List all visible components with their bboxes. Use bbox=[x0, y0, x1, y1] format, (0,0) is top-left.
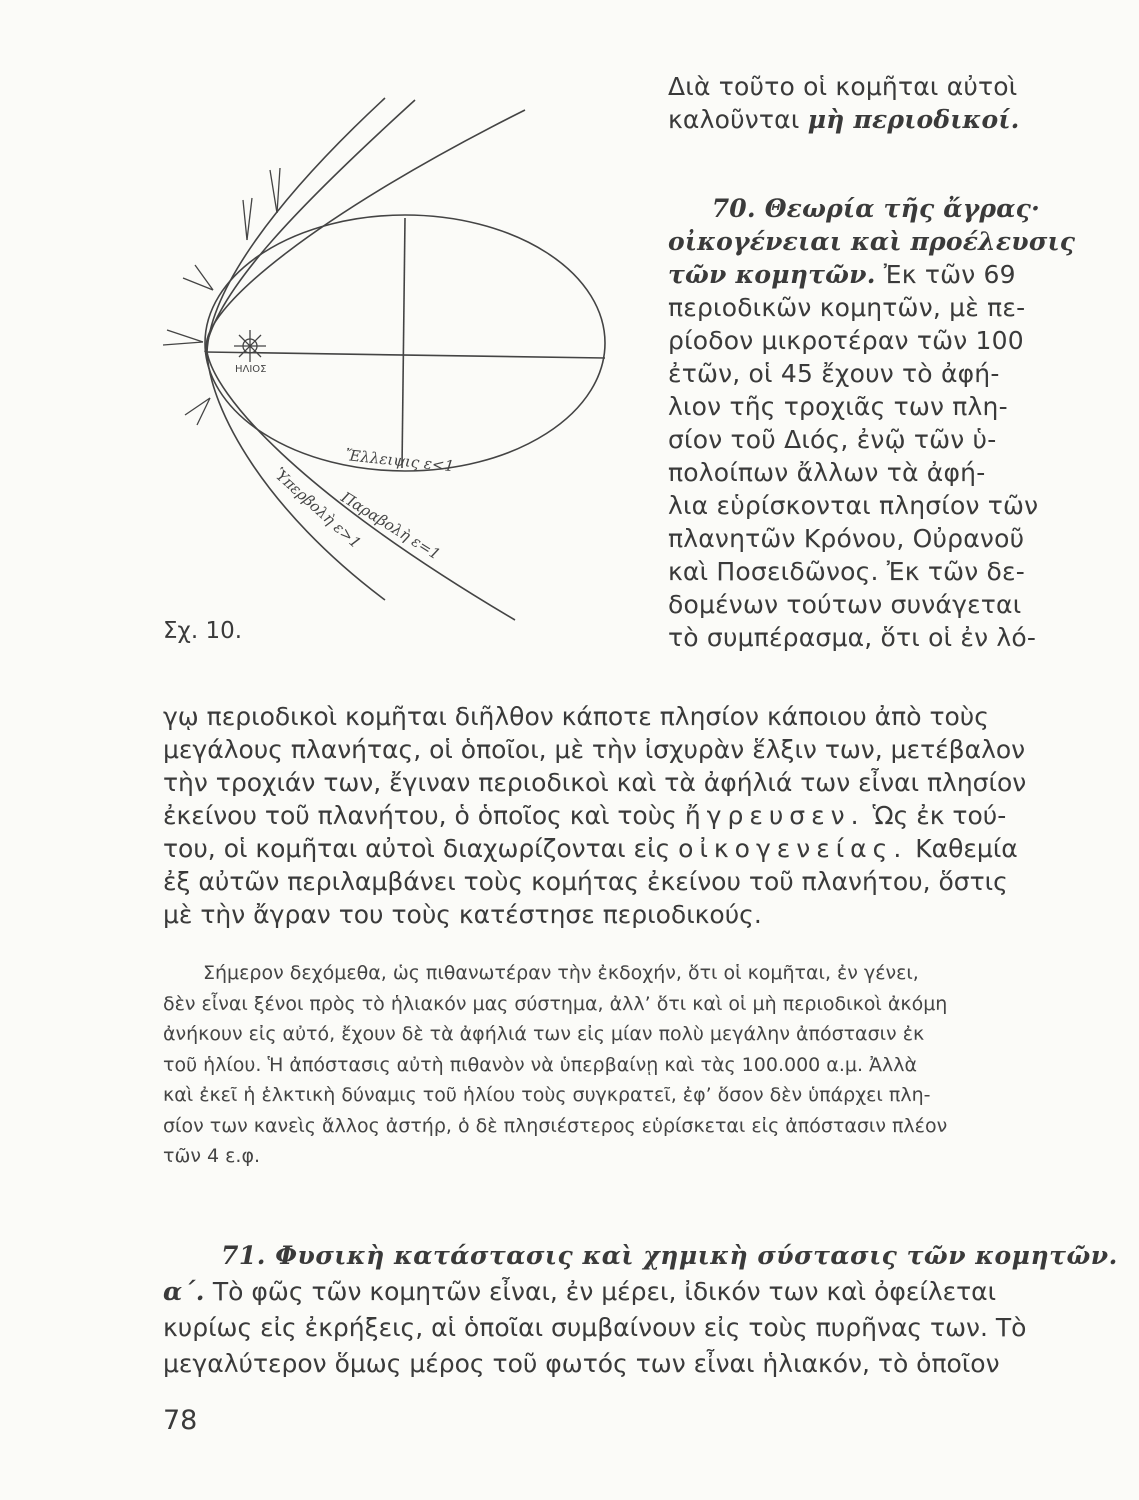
paragraph-line: κυρίως εἰς ἐκρήξεις, αἱ ὁποῖαι συμβαίνουν εἰς τοὺς πυρῆνας των. Τὸ bbox=[163, 1313, 1027, 1342]
section-70-heading: 70. Θεωρία τῆς ἄγρας· bbox=[711, 194, 1040, 223]
paragraph-line: α΄. Τὸ φῶς τῶν κομητῶν εἶναι, ἐν μέρει, ἰδικόν των καὶ ὀφείλεται bbox=[163, 1277, 997, 1306]
sun-icon bbox=[234, 330, 266, 362]
outer-hyperbola bbox=[205, 100, 415, 352]
paragraph-line: γῳ περιοδικοὶ κομῆται διῆλθον κάποτε πλησίον κάποιου ἀπὸ τοὺς bbox=[163, 702, 989, 731]
paragraph-line: μεγαλύτερον ὅμως μέρος τοῦ φωτός των εἶναι ἡλιακόν, τὸ ὁποῖον bbox=[163, 1349, 1000, 1378]
paragraph-line: μεγάλους πλανήτας, οἱ ὁποῖοι, μὲ τὴν ἰσχυρὰν ἕλξιν των, μετέβαλον bbox=[163, 735, 1026, 764]
bold-term: μὴ περιοδικοί. bbox=[807, 105, 1020, 134]
paragraph-line: λιον τῆς τροχιᾶς των πλη- bbox=[668, 392, 1008, 421]
small-line: ἀνήκουν εἰς αὐτό, ἔχουν δὲ τὰ ἀφήλιά των εἰς μίαν πολὺ μεγάλην ἀπόστασιν ἐκ bbox=[163, 1023, 925, 1045]
paragraph-line: λια εὑρίσκονται πλησίον τῶν bbox=[668, 491, 1039, 520]
parabola-label: Παραβολὴ ε=1 bbox=[337, 488, 444, 564]
paragraph-line: του, οἱ κομῆται αὐτοὶ διαχωρίζονται εἰς οἰκογενείας. Καθεμία bbox=[163, 834, 1018, 863]
figure-caption: Σχ. 10. bbox=[163, 618, 243, 644]
body-paragraph bbox=[163, 700, 1038, 931]
paragraph-line: σίον τοῦ Διός, ἐνῷ τῶν ὑ- bbox=[668, 425, 997, 454]
section-71 bbox=[163, 1238, 1118, 1382]
ellipse-label: Ἔλλειψις ε<1 bbox=[344, 446, 455, 476]
minor-axis bbox=[402, 218, 405, 468]
small-print-paragraph bbox=[163, 958, 1038, 1172]
paragraph-line: περιοδικῶν κομητῶν, μὲ πε- bbox=[668, 293, 1026, 322]
intro-line: Διὰ τοῦτο οἱ κομῆται αὐτοὶ bbox=[668, 72, 1018, 101]
paragraph-line: πολοίπων ἄλλων τὰ ἀφή- bbox=[668, 458, 986, 487]
paragraph-line: πλανητῶν Κρόνου, Οὐρανοῦ bbox=[668, 524, 1025, 553]
paragraph-line: τὴν τροχιάν των, ἔγιναν περιοδικοὶ καὶ τὰ ἀφήλιά των εἶναι πλησίον bbox=[163, 768, 1027, 797]
small-line: τῶν 4 ε.φ. bbox=[163, 1145, 261, 1167]
sun-label: ΗΛΙΟΣ bbox=[235, 364, 267, 375]
spaced-term: ἤγρευσεν. bbox=[684, 801, 865, 830]
paragraph-line: ἐκείνου τοῦ πλανήτου, ὁ ὁποῖος καὶ τοὺς ἤγρευσεν. Ὡς ἐκ τού- bbox=[163, 801, 1007, 830]
spaced-term: οἰκογενείας. bbox=[678, 834, 908, 863]
section-70-heading-3: τῶν κομητῶν. Ἐκ τῶν 69 bbox=[668, 260, 1016, 289]
paragraph-line: τὸ συμπέρασμα, ὅτι οἱ ἐν λό- bbox=[668, 623, 1037, 652]
paragraph-line: μὲ τὴν ἄγραν του τοὺς κατέστησε περιοδικούς. bbox=[163, 900, 762, 929]
small-line: σίον των κανεὶς ἄλλος ἀστήρ, ὁ δὲ πλησιέστερος εὑρίσκεται εἰς ἀπόστασιν πλέον bbox=[163, 1114, 948, 1137]
small-line: τοῦ ἡλίου. Ἡ ἀπόστασις αὐτὴ πιθανὸν νὰ ὑπερβαίνῃ καὶ τὰς 100.000 α.μ. Ἀλλὰ bbox=[163, 1053, 918, 1076]
right-column bbox=[668, 70, 1076, 654]
hyperbola-label: Ὑπερβολὴ ε>1 bbox=[270, 464, 365, 552]
paragraph-line: ρίοδον μικροτέραν τῶν 100 bbox=[668, 326, 1024, 355]
paragraph-line: ἐξ αὐτῶν περιλαμβάνει τοὺς κομήτας ἐκείνου τοῦ πλανήτου, ὅστις bbox=[163, 867, 1008, 896]
small-line: δὲν εἶναι ξένοι πρὸς τὸ ἡλιακόν μας σύστημα, ἀλλ’ ὅτι καὶ οἱ μὴ περιοδικοὶ ἀκόμη bbox=[163, 992, 948, 1015]
small-line: Σήμερον δεχόμεθα, ὡς πιθανωτέραν τὴν ἐκδοχήν, ὅτι οἱ κομῆται, ἐν γένει, bbox=[203, 962, 919, 984]
intro-line: καλοῦνται μὴ περιοδικοί. bbox=[668, 105, 1020, 134]
orbit-figure bbox=[155, 90, 625, 650]
hyperbola-orbit bbox=[207, 98, 385, 600]
section-71-heading: 71. Φυσικὴ κατάστασις καὶ χημικὴ σύστασις τῶν κομητῶν. bbox=[221, 1241, 1118, 1270]
paragraph-line: δομένων τούτων συνάγεται bbox=[668, 590, 1022, 619]
major-axis bbox=[205, 352, 605, 358]
paragraph-line: ἐτῶν, οἱ 45 ἔχουν τὸ ἀφή- bbox=[668, 359, 1000, 388]
paragraph-line: καὶ Ποσειδῶνος. Ἐκ τῶν δε- bbox=[668, 557, 1025, 586]
small-line: καὶ ἐκεῖ ἡ ἑλκτικὴ δύναμις τοῦ ἡλίου τοὺς συγκρατεῖ, ἐφ’ ὅσον δὲν ὑπάρχει πλη- bbox=[163, 1084, 931, 1106]
page-number: 78 bbox=[163, 1405, 198, 1436]
section-70-heading-2: οἰκογένειαι καὶ προέλευσις bbox=[668, 227, 1076, 256]
